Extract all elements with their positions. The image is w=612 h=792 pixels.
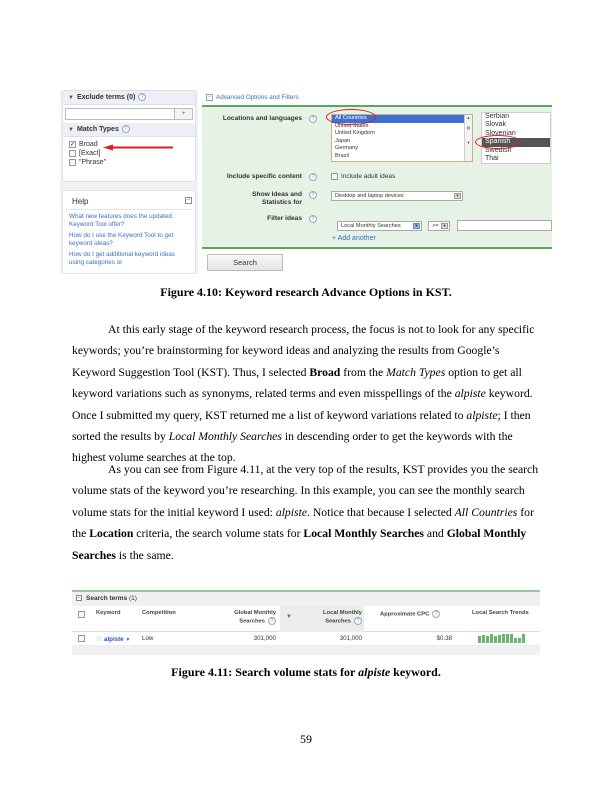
match-type-phrase[interactable] <box>69 158 189 167</box>
location-option[interactable]: Germany <box>335 145 359 152</box>
device-select[interactable] <box>331 191 463 201</box>
text-run: As you can see from Figure 4.11, at the very top of the results, KST provides you the search volume stats of the keyword you’re researching. In this example, you can see the monthly search volume stats for the initial keyword I used: <box>72 463 539 519</box>
trend-bar <box>510 634 513 643</box>
help-question-icon[interactable]: ? <box>309 115 317 123</box>
scrollbar[interactable]: ▲ ▤ ▼ <box>464 115 472 161</box>
collapse-box-icon[interactable]: − <box>77 595 81 602</box>
caption-italic: alpiste <box>358 665 391 679</box>
help-question-icon[interactable]: ? <box>309 173 317 181</box>
competition-cell: Low <box>142 635 154 642</box>
dropdown-arrow-icon[interactable]: ▼ <box>455 193 460 198</box>
advanced-options-panel <box>202 105 552 249</box>
bold-run: Location <box>89 527 134 541</box>
help-title-text: Help <box>72 197 89 206</box>
filter-operator-select[interactable] <box>428 221 450 231</box>
exclude-terms-label: Exclude terms (0) <box>76 94 136 101</box>
col-local-monthly[interactable] <box>302 610 362 626</box>
include-adult-ideas-checkbox[interactable] <box>331 173 395 180</box>
caption-text: keyword. <box>390 665 441 679</box>
exclude-terms-input[interactable] <box>65 108 193 120</box>
red-arrow-annotation-icon <box>103 144 173 151</box>
text-run: At this early stage of the keyword research process, the focus is not to look for any specific keywords; you’re brainstorming for keyword ideas and analyzing the results from Google’s Keyword Suggestion Tool (KST). Thus, I selected <box>72 323 535 379</box>
collapse-box-icon: − <box>207 93 212 100</box>
exclude-add-button[interactable]: + <box>174 109 192 119</box>
help-question-icon[interactable]: ? <box>432 610 440 618</box>
help-link[interactable]: What new features does the updated Keyword Tool offer? <box>69 213 172 228</box>
col-global-monthly[interactable] <box>222 610 276 626</box>
text-run: for the <box>72 505 534 541</box>
sort-desc-icon[interactable]: ▼ <box>286 614 292 620</box>
col-trends[interactable]: Local Search Trends <box>472 610 529 616</box>
languages-listbox[interactable] <box>481 112 551 164</box>
trend-bar <box>482 635 485 643</box>
filter-ideas-label: Filter ideas <box>267 215 302 222</box>
add-another-link[interactable]: + Add another <box>332 235 376 242</box>
include-adult-ideas-label: Include adult ideas <box>341 173 396 180</box>
text-run: in descending order to get the keywords with the highest volume searches at the top. <box>72 430 513 465</box>
filter-metric-value: Local Monthly Searches <box>341 223 401 229</box>
location-option[interactable]: Brazil <box>335 152 349 159</box>
collapse-triangle-icon: ▼ <box>68 127 74 133</box>
paragraph-1 <box>72 319 542 469</box>
match-type-label: "Phrase" <box>79 159 107 166</box>
match-type-label: Broad <box>79 141 98 148</box>
include-content-label: Include specific content <box>226 173 302 180</box>
minimize-icon[interactable]: − <box>186 197 191 203</box>
search-terms-header[interactable] <box>72 592 540 606</box>
caption-text: Figure 4.11: Search volume stats for <box>171 665 359 679</box>
italic-run: alpiste <box>454 387 486 401</box>
figure-4-11-caption <box>0 665 612 680</box>
star-icon[interactable]: ☆ <box>96 636 103 643</box>
help-question-icon[interactable]: ? <box>309 191 317 199</box>
keyword-link[interactable]: alpiste <box>104 636 124 643</box>
location-option[interactable]: United Kingdom <box>335 130 375 137</box>
italic-run: alpiste <box>466 408 498 422</box>
cpc-cell: $0.38 <box>436 635 452 642</box>
language-option[interactable]: Swedish <box>485 146 512 154</box>
text-run: criteria, the search volume stats for <box>133 527 304 541</box>
col-label: Searches <box>239 618 265 625</box>
filter-operator-value: >= <box>432 223 439 229</box>
checkbox-icon[interactable] <box>69 159 76 166</box>
col-competition[interactable]: Competition <box>142 610 176 616</box>
italic-run: All Countries <box>454 505 518 519</box>
trend-bar <box>490 634 493 643</box>
text-run: option to get all keyword variations such as synonyms, related terms and even misspellings of the <box>72 365 522 401</box>
col-cpc[interactable] <box>380 610 440 619</box>
match-types-list <box>63 137 195 170</box>
help-question-icon[interactable]: ? <box>138 93 146 101</box>
italic-run: Local Monthly Searches <box>168 430 282 444</box>
col-label: Global Monthly <box>234 610 276 616</box>
language-option[interactable]: Thai <box>485 154 499 162</box>
italic-run: Match Types <box>386 365 446 379</box>
show-ideas-label <box>252 191 302 207</box>
table-footer <box>72 646 540 655</box>
show-ideas-label-line2: Statistics for <box>262 199 302 206</box>
collapse-triangle-icon: ▼ <box>68 95 74 101</box>
match-types-panel <box>62 90 196 182</box>
trend-bar <box>486 636 489 643</box>
figure-4-11-screenshot <box>72 590 540 656</box>
language-option[interactable]: Slovak <box>485 121 507 129</box>
text-run: . Notice that because I selected <box>307 505 455 519</box>
col-keyword[interactable]: Keyword <box>96 610 121 616</box>
select-all-checkbox[interactable] <box>78 611 85 618</box>
bold-run: Broad <box>309 365 341 379</box>
dropdown-arrow-icon[interactable]: ▼ <box>125 637 131 643</box>
row-checkbox[interactable] <box>78 635 85 642</box>
italic-run: alpiste <box>275 505 308 519</box>
exclude-terms-header[interactable] <box>63 91 195 105</box>
filter-value-input[interactable] <box>457 220 552 231</box>
dropdown-arrow-icon[interactable]: ▼ <box>414 223 419 228</box>
text-run: ; I then sorted the results by <box>72 408 531 444</box>
text-run: keyword. Once I submitted my query, KST returned me a list of keyword variations related to <box>72 387 533 422</box>
match-types-label: Match Types <box>76 126 119 133</box>
location-option[interactable]: United States <box>335 122 369 129</box>
col-label: Searches <box>325 618 351 625</box>
trend-bar <box>514 638 517 643</box>
help-link[interactable]: How do I use the Keyword Tool to get keyword ideas? <box>69 232 174 247</box>
col-label: Local Monthly <box>323 610 362 616</box>
keyword-cell[interactable] <box>96 635 130 643</box>
trend-bar <box>506 634 509 643</box>
help-link[interactable]: How do I get additional keyword ideas using categories or <box>69 251 176 266</box>
checkbox-checked-icon[interactable]: ✓ <box>70 142 76 148</box>
text-run: from the <box>340 365 387 379</box>
help-question-icon[interactable]: ? <box>268 617 276 625</box>
location-option[interactable]: Japan <box>335 137 351 144</box>
trend-bar <box>522 634 525 643</box>
figure-4-10-caption: Figure 4.10: Keyword research Advance Options in KST. <box>160 285 452 299</box>
checkbox-icon[interactable] <box>331 173 338 180</box>
language-option[interactable]: Serbian <box>485 113 510 120</box>
page-number: 59 <box>300 732 312 746</box>
trend-bar <box>478 636 481 643</box>
local-searches-cell: 301,000 <box>339 635 362 642</box>
checkbox-icon[interactable] <box>69 150 76 157</box>
advanced-options-area <box>202 90 552 274</box>
help-title <box>66 191 192 210</box>
language-option[interactable]: Spanish <box>482 138 550 146</box>
text-run: and <box>423 527 447 541</box>
dropdown-arrow-icon[interactable]: ▼ <box>442 223 447 228</box>
help-question-icon[interactable]: ? <box>354 617 362 625</box>
bold-run: Local Monthly Searches <box>303 527 424 541</box>
trend-bar <box>502 634 505 643</box>
help-question-icon[interactable]: ? <box>309 215 317 223</box>
search-terms-count: (1) <box>129 595 137 602</box>
show-ideas-label-line1: Show Ideas and <box>252 191 302 198</box>
left-sidebar <box>60 90 198 274</box>
trend-bar <box>494 636 497 643</box>
locations-listbox[interactable] <box>331 114 473 162</box>
table-row <box>72 632 540 646</box>
search-button[interactable]: Search <box>207 254 283 271</box>
bold-run: Global Monthly Searches <box>72 527 527 562</box>
location-option[interactable]: All Countries <box>332 115 472 123</box>
locations-label: Locations and languages <box>222 115 302 122</box>
trend-bar <box>518 638 521 643</box>
local-search-trends-sparkline <box>478 634 525 643</box>
filter-metric-select[interactable] <box>337 221 422 231</box>
advanced-options-text: Advanced Options and Filters <box>216 94 299 101</box>
table-header <box>72 606 540 632</box>
global-searches-cell: 301,000 <box>253 635 276 642</box>
col-label: Approximate CPC <box>380 611 430 618</box>
figure-4-10-screenshot <box>60 90 552 274</box>
language-option[interactable]: Slovenian <box>485 129 516 137</box>
trend-bar <box>498 635 501 643</box>
text-run: is the same. <box>115 548 174 562</box>
help-question-icon[interactable]: ? <box>122 125 130 133</box>
search-terms-label: Search terms <box>86 595 128 602</box>
device-select-value: Desktop and laptop devices <box>335 193 404 199</box>
help-panel <box>62 190 196 274</box>
advanced-options-link[interactable] <box>202 90 552 105</box>
match-types-header[interactable] <box>63 123 195 137</box>
match-type-label: [Exact] <box>79 150 101 157</box>
paragraph-2 <box>72 459 542 566</box>
